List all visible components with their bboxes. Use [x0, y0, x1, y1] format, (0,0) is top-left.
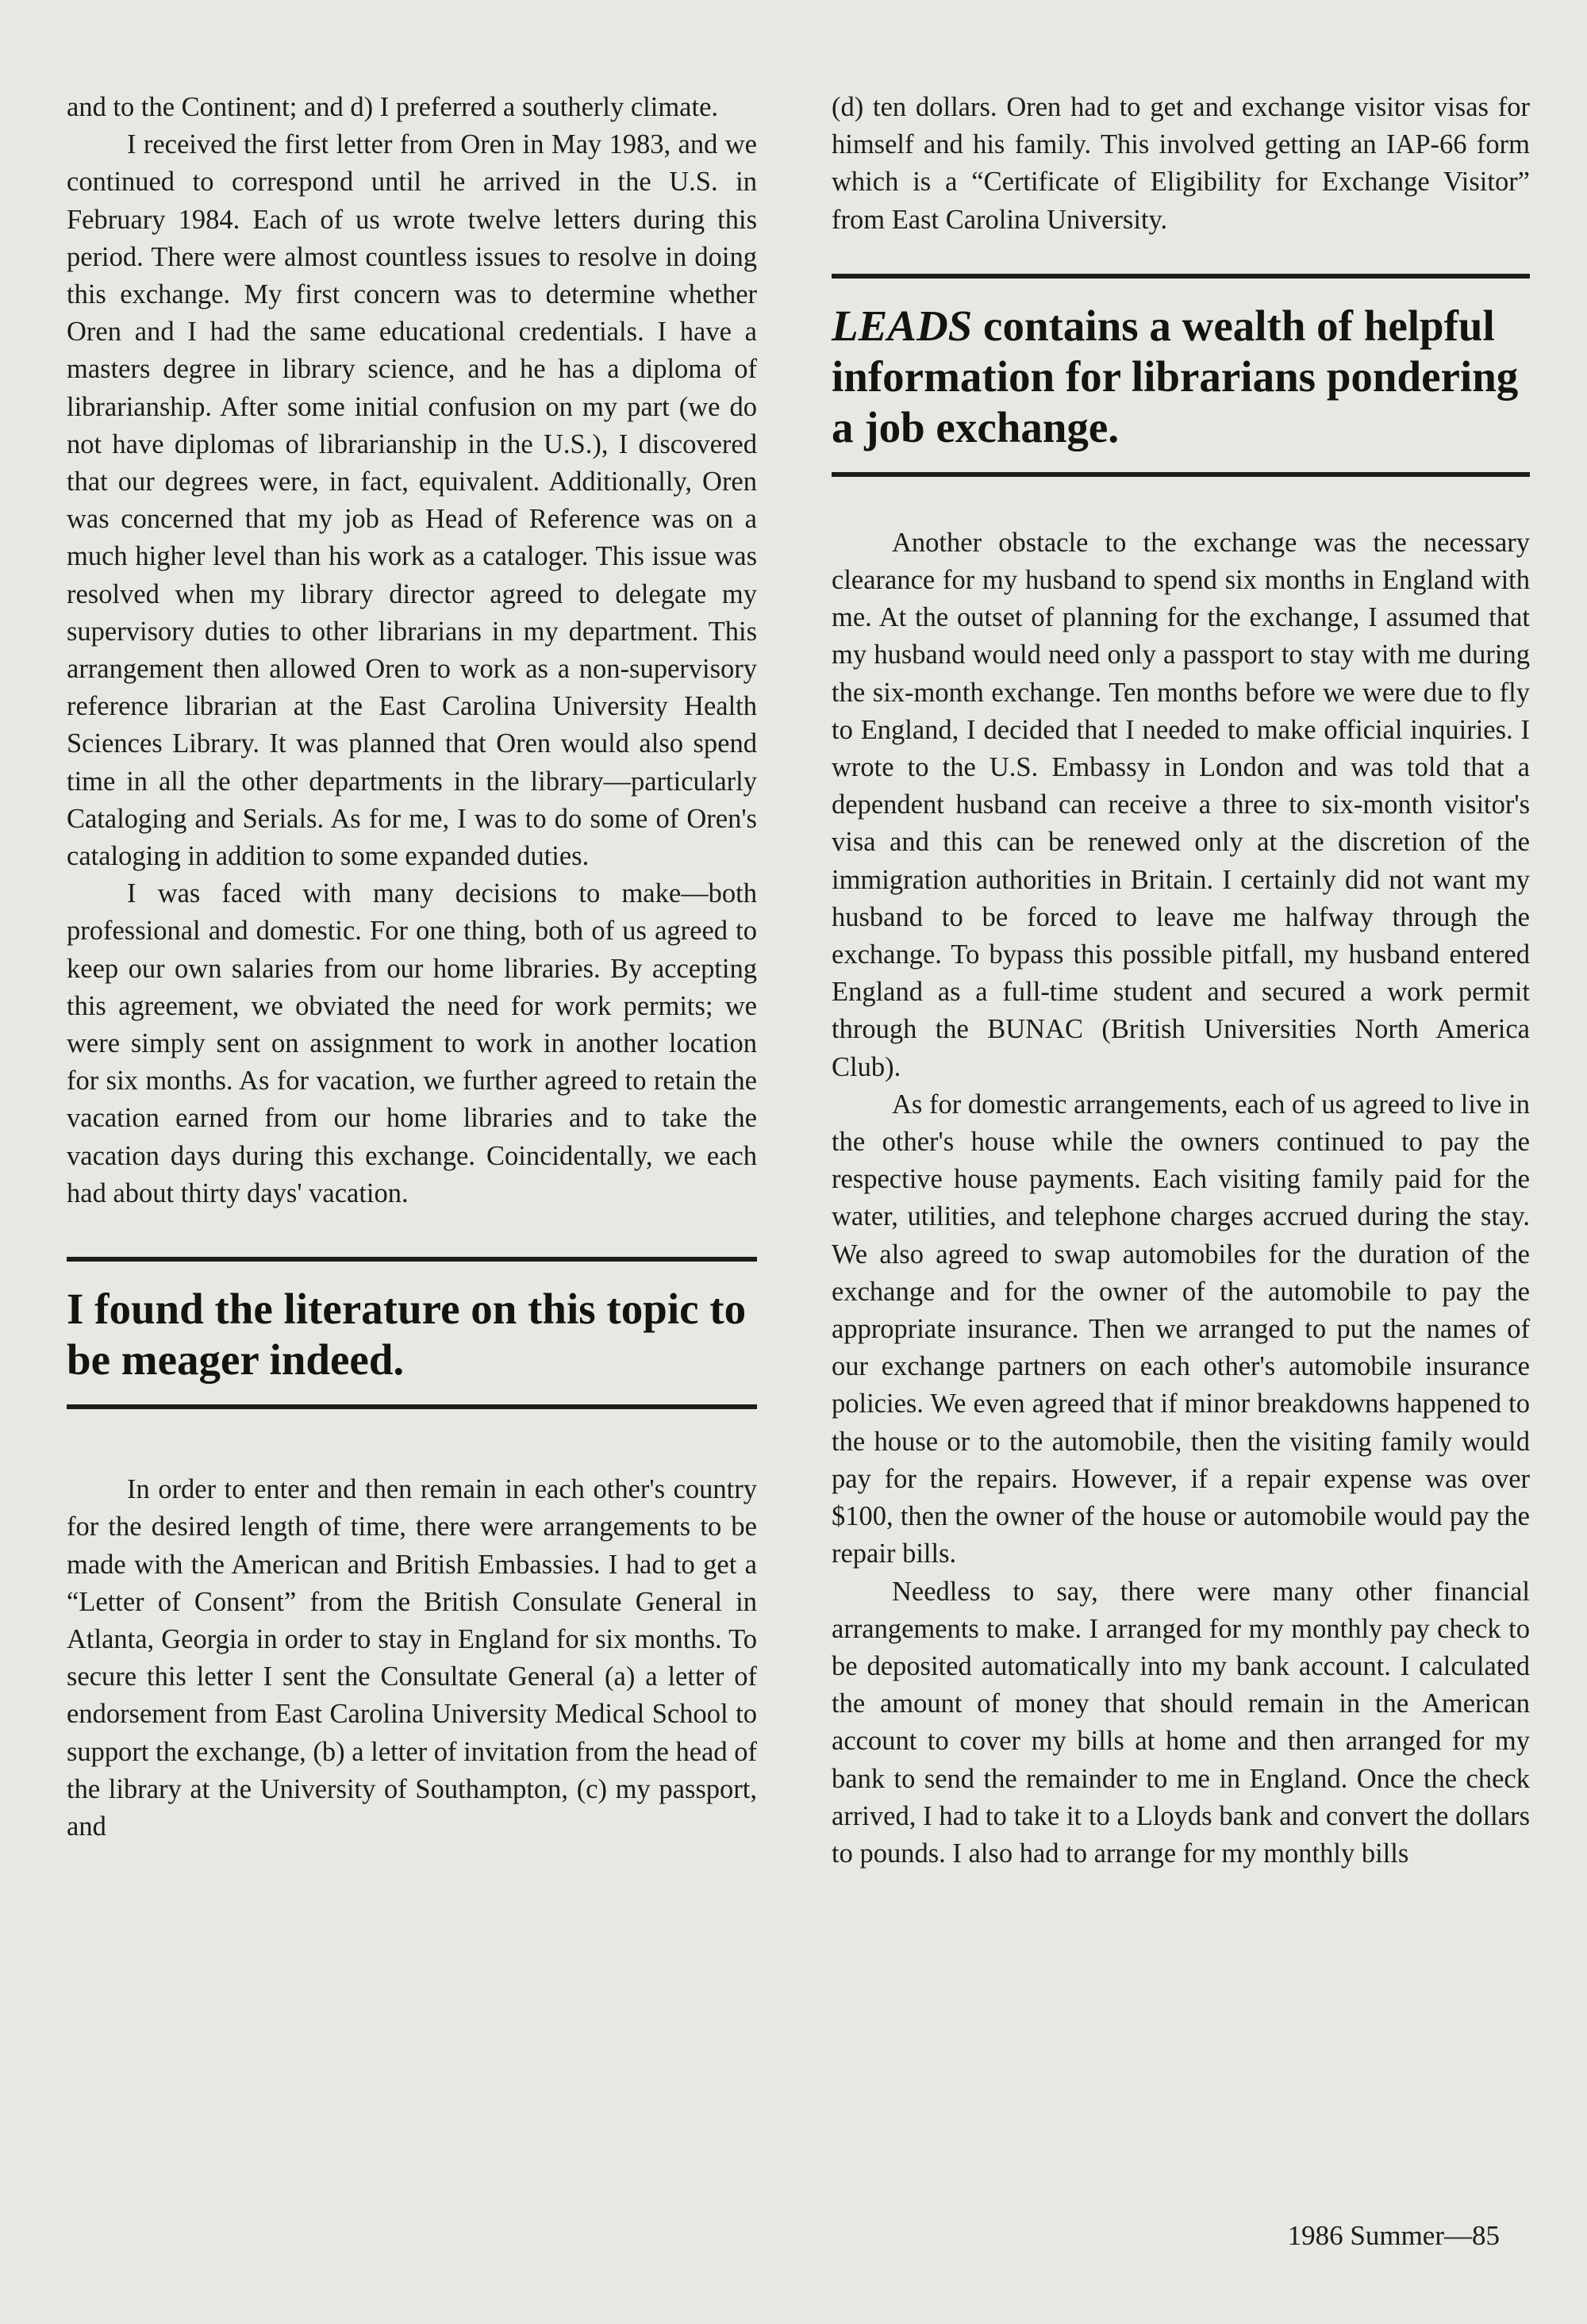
- pull-quote: [832, 274, 1530, 477]
- paragraph: and to the Continent; and d) I preferred a southerly climate.: [67, 92, 719, 122]
- pull-quote-text: I found the literature on this topic to be meager indeed.: [67, 1285, 747, 1385]
- pull-quote-leads-italic: LEADS: [832, 301, 973, 350]
- paragraph: Needless to say, there were many other financial arrangements to make. I arranged for my monthly pay check to be deposited automatically into my bank account. I calculated the amount of money that should remain in the American account to cover my bills at home and then arranged for my bank to send the remainder to me in England. Once the check arrived, I had to take it to a Lloyds bank and convert the dollars to pounds. I also had to arrange for my monthly bills: [832, 1576, 1530, 1869]
- paragraph: Another obstacle to the exchange was the necessary clearance for my husband to spend six months in England with me. At the outset of planning for the exchange, I assumed that my husband would need only a passport to stay with me during the six-month exchange. Ten months before we were due to fly to England, I decided that I needed to make official inquiries. I wrote to the U.S. Embassy in London and was told that a dependent husband can receive a three to six-month visitor's visa and this can be renewed only at the discretion of the immigration authorities in Britain. I certainly did not want my husband to be forced to leave me halfway through the exchange. To bypass this possible pitfall, my husband entered England as a full-time student and secured a work permit through the BUNAC (British Universities North America Club).: [832, 527, 1530, 1082]
- pull-quote-text: contains a wealth of helpful information for librarians pondering a job exchange.: [832, 301, 1519, 451]
- page-folio: 1986 Summer—85: [1287, 2220, 1500, 2251]
- paragraph: I received the first letter from Oren in May 1983, and we continued to correspond until he arrived in the U.S. in February 1984. Each of us wrote twelve letters during this period. There were almost countless issues to resolve in doing this exchange. My first concern was to determine whether Oren and I had the same educational credentials. I have a masters degree in library science, and he has a diploma of librarianship. After some initial confusion on my part (we do not have diplomas of librarianship in the U.S.), I discovered that our degrees were, in fact, equivalent. Additionally, Oren was concerned that my job as Head of Reference was on a much higher level than his work as a cataloger. This issue was resolved when my library director agreed to delegate my supervisory duties to other librarians in my department. This arrangement then allowed Oren to work as a non-supervisory reference librarian at the East Carolina University Health Sciences Library. It was planned that Oren would also spend time in all the other departments in the library—particularly Cataloging and Serials. As for me, I was to do some of Oren's cataloging in addition to some expanded duties.: [67, 129, 757, 872]
- paragraph: (d) ten dollars. Oren had to get and exchange visitor visas for himself and his family. This involved getting an IAP-66 form which is a “Certificate of Eligibility for Exchange Visitor” from East Carolina University.: [832, 92, 1530, 235]
- paragraph: I was faced with many decisions to make—both professional and domestic. For one thing, both of us agreed to keep our own salaries from our home libraries. By accepting this agreement, we obviated the need for work permits; we were simply sent on assignment to work in another location for six months. As for vacation, we further agreed to retain the vacation earned from our home libraries and to take the vacation days during this exchange. Coincidentally, we each had about thirty days' vacation.: [67, 878, 757, 1208]
- paragraph: In order to enter and then remain in each other's country for the desired length of time, there were arrangements to be made with the American and British Embassies. I had to get a “Letter of Consent” from the British Consulate General in Atlanta, Georgia in order to stay in England for six months. To secure this letter I sent the Consultate General (a) a letter of endorsement from East Carolina University Medical School to support the exchange, (b) a letter of invitation from the head of the library at the University of Southampton, (c) my passport, and: [67, 1474, 757, 1842]
- right-column: [832, 89, 1530, 1873]
- paragraph: As for domestic arrangements, each of us agreed to live in the other's house while the owners continued to pay the respective house payments. Each visiting family paid for the water, utilities, and telephone charges accrued during the stay. We also agreed to swap automobiles for the duration of the exchange and for the owner of the automobile to pay the appropriate insurance. Then we arranged to put the names of our exchange partners on each other's automobile insurance policies. We even agreed that if minor breakdowns happened to the house or to the automobile, then the visiting family would pay for the repairs. However, if a repair expense was over $100, then the owner of the house or automobile would pay the repair bills.: [832, 1089, 1530, 1569]
- left-column: [67, 89, 757, 1846]
- pull-quote: [67, 1257, 757, 1409]
